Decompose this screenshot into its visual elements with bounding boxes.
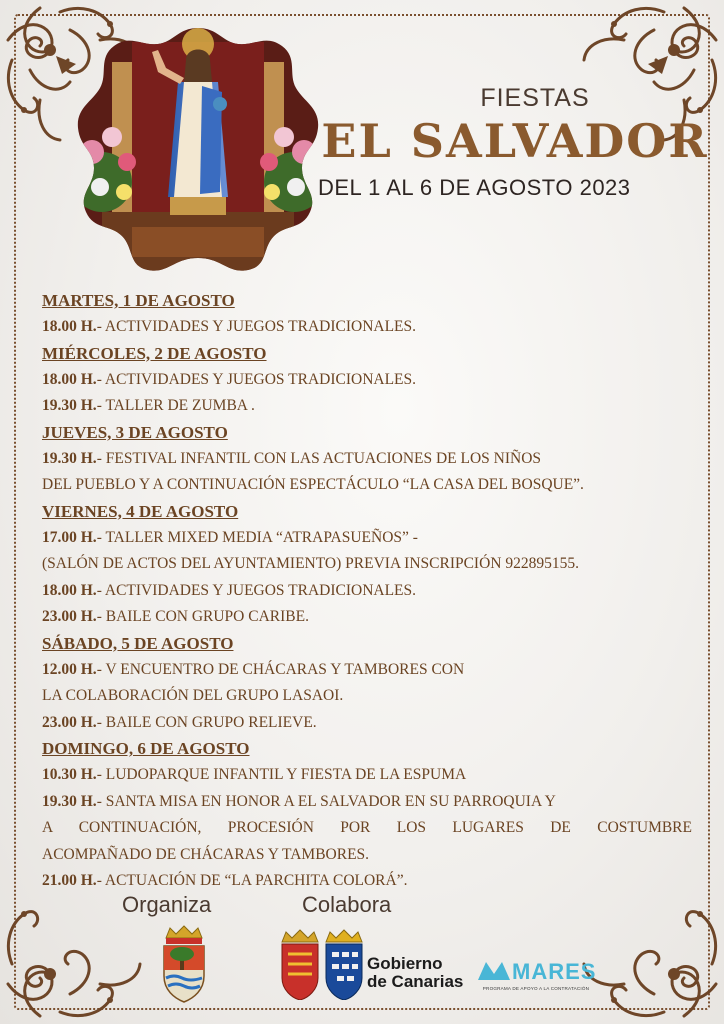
event-text: - ACTIVIDADES Y JUEGOS TRADICIONALES. [96, 581, 417, 599]
mares-wordmark: MARES [512, 959, 596, 984]
event-text: - V ENCUENTRO DE CHÁCARAS Y TAMBORES CON [96, 660, 465, 678]
event-time: 23.00 H. [42, 608, 97, 625]
event-time: 19.30 H. [42, 792, 97, 810]
event-time: 19.30 H. [42, 397, 97, 414]
gobierno-line-1: Gobierno [367, 954, 443, 973]
corner-ornament-icon [574, 874, 724, 1024]
title-block [310, 84, 720, 201]
event-line [42, 789, 692, 816]
colabora-label: Colabora [302, 892, 392, 917]
event-line [42, 314, 692, 341]
event-continuation: (SALÓN DE ACTOS DEL AYUNTAMIENTO) PREVIA INSCRIPCIÓN 922895155. [42, 555, 579, 572]
salvador-statue-photo [72, 22, 324, 274]
event-text: - ACTUACIÓN DE “LA PARCHITA COLORÁ”. [96, 872, 408, 889]
gobierno-canarias-logo-text [367, 955, 463, 991]
schedule [42, 288, 692, 895]
event-text: - ACTIVIDADES Y JUEGOS TRADICIONALES. [96, 370, 417, 388]
event-text: - TALLER MIXED MEDIA “ATRAPASUEÑOS” - [96, 528, 418, 546]
event-time: 10.30 H. [42, 766, 97, 783]
event-line [42, 446, 692, 473]
event-text: - TALLER DE ZUMBA . [96, 397, 255, 414]
day-heading: MIÉRCOLES, 2 DE AGOSTO [42, 343, 267, 363]
event-line [42, 868, 692, 895]
fiestas-label: FIESTAS [480, 84, 590, 112]
event-continuation: A CONTINUACIÓN, PROCESIÓN POR LOS LUGARES DE COSTUMBRE [42, 819, 692, 836]
event-text: - ACTIVIDADES Y JUEGOS TRADICIONALES. [96, 318, 417, 335]
event-line [42, 525, 692, 552]
event-line [42, 604, 692, 631]
event-text: - BAILE CON GRUPO CARIBE. [96, 608, 309, 625]
event-line [42, 367, 692, 394]
event-continuation: DEL PUEBLO Y A CONTINUACIÓN ESPECTÁCULO “LA CASA DEL BOSQUE”. [42, 476, 584, 493]
gobierno-line-2: de Canarias [367, 972, 464, 991]
gobierno-canarias-crest-icon [280, 928, 364, 1000]
event-time: 19.30 H. [42, 449, 97, 467]
event-time: 18.00 H. [42, 370, 97, 388]
event-text: - SANTA MISA EN HONOR A EL SALVADOR EN SU PARROQUIA Y [96, 792, 556, 810]
event-line [42, 762, 692, 789]
ayuntamiento-crest-icon [160, 924, 208, 1004]
event-time: 17.00 H. [42, 528, 97, 546]
event-line [42, 657, 692, 684]
day-heading: JUEVES, 3 DE AGOSTO [42, 422, 228, 442]
event-time: 18.00 H. [42, 581, 97, 599]
event-time: 23.00 H. [42, 713, 97, 731]
day-heading: VIERNES, 4 DE AGOSTO [42, 501, 239, 521]
day-heading: DOMINGO, 6 DE AGOSTO [42, 739, 250, 758]
day-heading: SÁBADO, 5 DE AGOSTO [42, 633, 234, 653]
event-text: - BAILE CON GRUPO RELIEVE. [96, 713, 317, 731]
event-text: - LUDOPARQUE INFANTIL Y FIESTA DE LA ESPUMA [96, 766, 467, 783]
event-line [42, 710, 692, 737]
event-time: 21.00 H. [42, 872, 97, 889]
mares-tagline: PROGRAMA DE APOYO A LA CONTRATACIÓN [482, 986, 590, 991]
event-time: 12.00 H. [42, 660, 97, 678]
event-continuation: ACOMPAÑADO DE CHÁCARAS Y TAMBORES. [42, 845, 370, 863]
event-dates: DEL 1 AL 6 DE AGOSTO 2023 [318, 175, 631, 200]
event-title: EL SALVADOR [321, 114, 709, 168]
event-line [42, 393, 692, 420]
event-line [42, 578, 692, 605]
event-time: 18.00 H. [42, 318, 97, 335]
day-heading: MARTES, 1 DE AGOSTO [42, 291, 235, 310]
event-continuation: LA COLABORACIÓN DEL GRUPO LASAOI. [42, 687, 344, 704]
event-text: - FESTIVAL INFANTIL CON LAS ACTUACIONES DE LOS NIÑOS [96, 449, 542, 467]
mares-logo [476, 956, 596, 984]
organiza-label: Organiza [122, 892, 212, 917]
